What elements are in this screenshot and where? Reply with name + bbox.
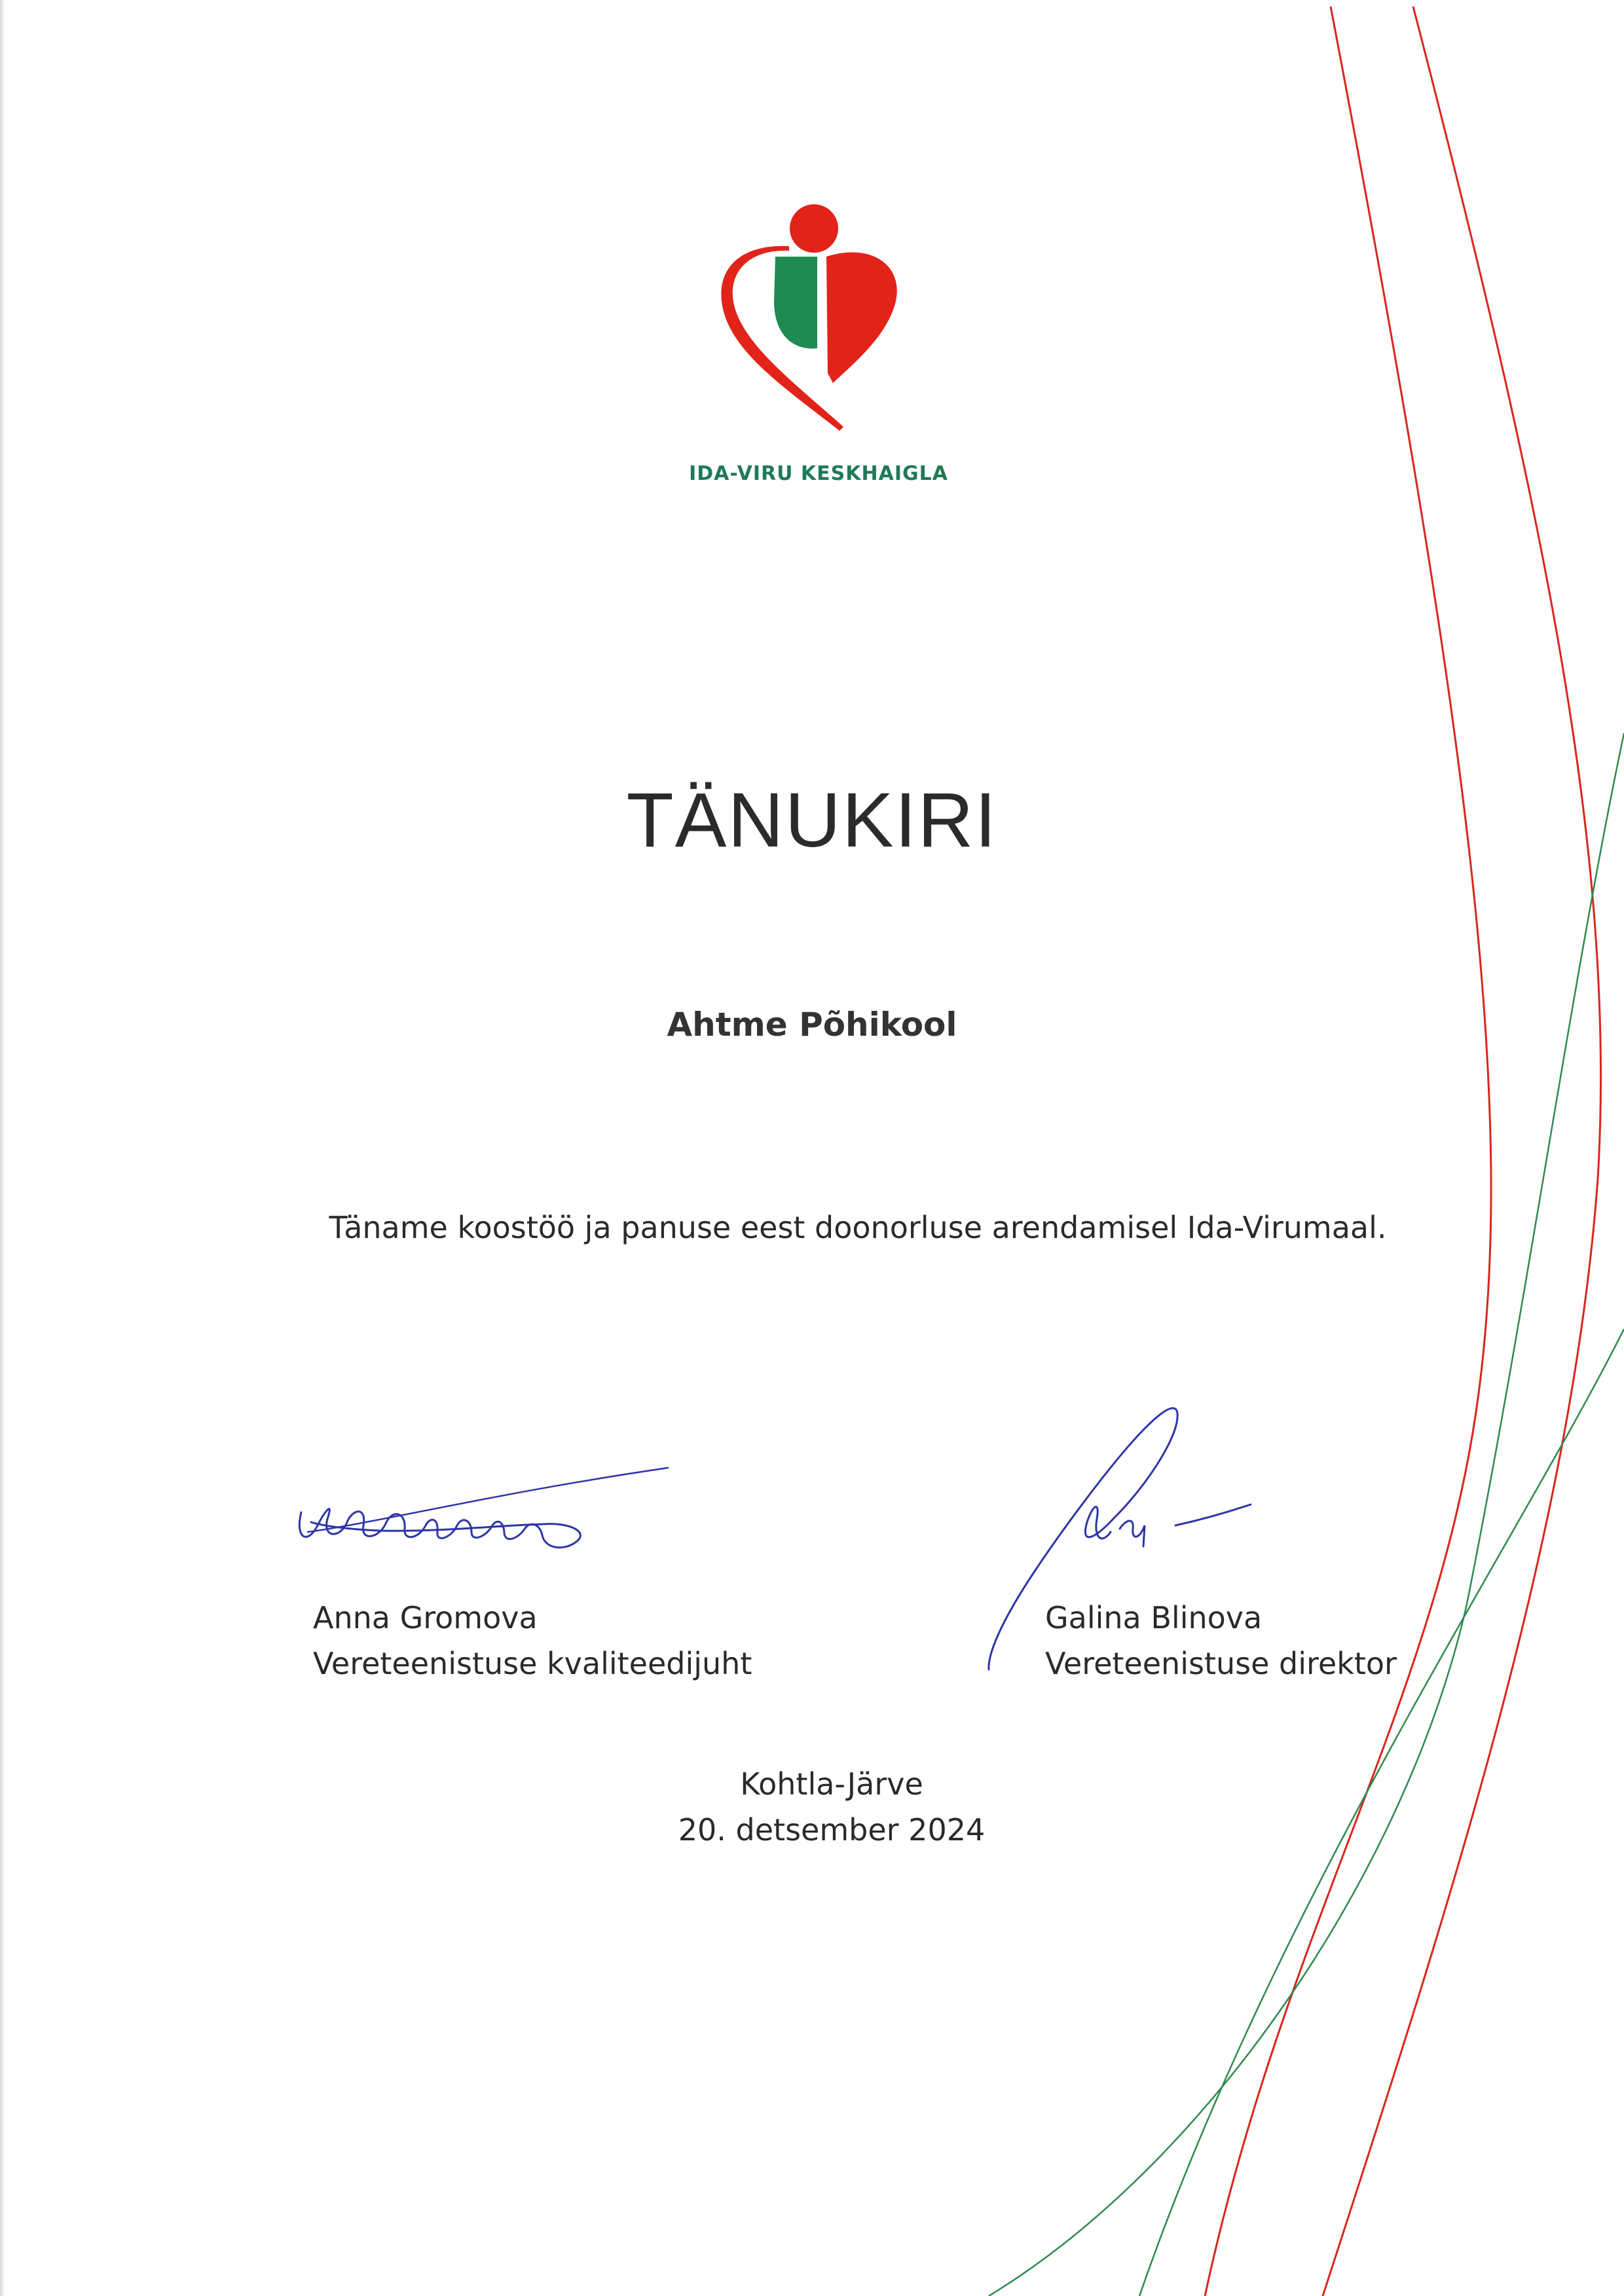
certificate-title: TÄNUKIRI	[626, 777, 998, 864]
signer-role: Vereteenistuse kvaliteedijuht	[313, 1646, 752, 1681]
signature-stroke	[299, 1509, 580, 1548]
signature-dash	[1175, 1504, 1251, 1525]
signature-initials	[1120, 1521, 1145, 1546]
appreciation-message: Täname koostöö ja panuse eest doonorluse arendamisel Ida-Virumaal.	[329, 1210, 1387, 1245]
signer-name: Anna Gromova	[313, 1600, 538, 1635]
logo-green-body	[774, 257, 817, 348]
issue-place: Kohtla-Järve	[740, 1766, 923, 1802]
decorative-red-line-2	[1323, 7, 1601, 2296]
signer-block-left	[313, 1595, 752, 1686]
signer-role: Vereteenistuse direktor	[1045, 1646, 1397, 1681]
logo-head-circle	[790, 204, 838, 253]
signature-flourish	[308, 1468, 668, 1532]
ida-viru-keskhaigla-logo	[707, 196, 917, 439]
place-and-date	[0, 1761, 1624, 1853]
logo-red-body	[826, 252, 897, 383]
signer-name: Galina Blinova	[1045, 1600, 1263, 1635]
recipient-name: Ahtme Põhikool	[667, 1006, 957, 1044]
organization-name: IDA-VIRU KESKHAIGLA	[689, 462, 948, 485]
signature-anna-gromova	[282, 1460, 688, 1591]
decorative-red-line-1	[1205, 7, 1491, 2296]
issue-date: 20. detsember 2024	[678, 1812, 986, 1848]
signer-block-right	[1045, 1595, 1397, 1686]
